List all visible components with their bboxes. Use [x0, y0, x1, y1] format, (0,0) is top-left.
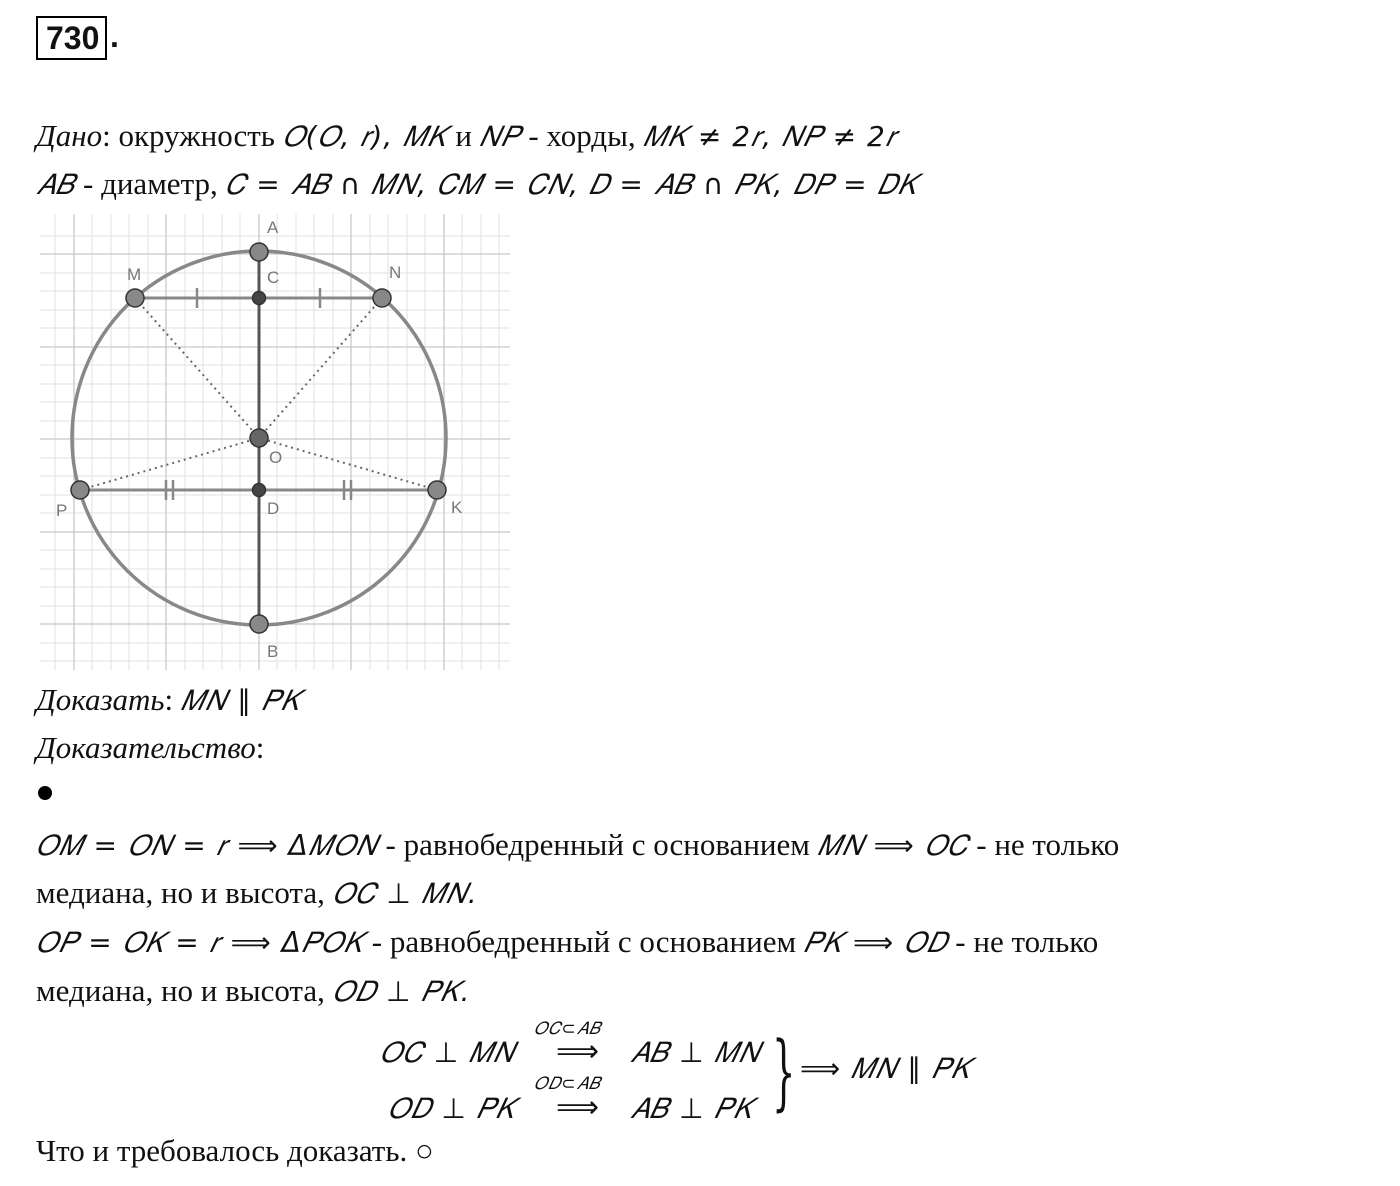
label-n: N [389, 263, 402, 282]
point-p [71, 481, 89, 499]
point-m [126, 289, 144, 307]
geometry-figure [40, 214, 512, 670]
point-k [428, 481, 446, 499]
p2-text-2: - не только [947, 924, 1099, 959]
p1-math-1: 𝑂𝑀 = 𝑂𝑁 = 𝑟 ⟹ Δ𝑀𝑂𝑁 [36, 829, 378, 862]
point-d [253, 484, 266, 497]
bullet-point [38, 786, 52, 800]
given-math-1: 𝑂(𝑂, 𝑟), 𝑀𝐾 [282, 120, 448, 153]
proof-label-line [36, 728, 264, 768]
proof-p1-line-1 [36, 825, 1119, 866]
system-row-1-right: 𝐴𝐵 ⊥ 𝑀𝑁 [630, 1036, 761, 1069]
conclusion: Что и требовалось доказать. ○ [36, 1133, 434, 1168]
label-p: P [56, 501, 68, 520]
p2-math-3: 𝑂𝐷 ⊥ 𝑃𝐾. [332, 975, 471, 1008]
given-line2-math-2: 𝐶 = 𝐴𝐵 ∩ 𝑀𝑁, 𝐶𝑀 = 𝐶𝑁, 𝐷 = 𝐴𝐵 ∩ 𝑃𝐾, 𝐷𝑃 = 𝐷𝐾 [225, 168, 918, 201]
p1-math-2: 𝑀𝑁 ⟹ 𝑂𝐶 [817, 829, 969, 862]
prove-line [36, 680, 301, 721]
proof-p2-line-1 [36, 922, 1098, 963]
system-row-2-condition: 𝑂𝐷⊂𝐴𝐵 [534, 1074, 602, 1094]
p2-text-1: - равнобедренный с основанием [364, 924, 804, 959]
point-c [253, 292, 266, 305]
p1-text-3: медиана, но и высота, [36, 875, 333, 910]
label-c: C [267, 268, 280, 287]
system-row-2-left: 𝑂𝐷 ⊥ 𝑃𝐾 [388, 1092, 516, 1125]
p1-text-1: - равнобедренный с основанием [377, 827, 818, 862]
system-row-1-condition: 𝑂𝐶⊂𝐴𝐵 [534, 1019, 602, 1039]
label-k: K [451, 498, 463, 517]
system-row-1-left: 𝑂𝐶 ⊥ 𝑀𝑁 [380, 1036, 516, 1069]
system-result: ⟹ 𝑀𝑁 ∥ 𝑃𝐾 [800, 1052, 972, 1085]
prove-math: 𝑀𝑁 ∥ 𝑃𝐾 [180, 684, 302, 717]
label-a: A [267, 218, 279, 237]
p2-math-1: 𝑂𝑃 = 𝑂𝐾 = 𝑟 ⟹ Δ𝑃𝑂𝐾 [36, 926, 365, 959]
point-a [250, 243, 268, 261]
given-math-3: 𝑀𝐾 ≠ 2𝑟, 𝑁𝑃 ≠ 2𝑟 [643, 120, 897, 153]
label-d: D [267, 499, 280, 518]
given-text-3: - хорды, [520, 118, 644, 153]
proof-label: Доказательство [36, 730, 256, 765]
p1-math-3: 𝑂𝐶 ⊥ 𝑀𝑁. [332, 877, 478, 910]
system-row-2-arrow: ⟹ [556, 1090, 600, 1125]
system-row-2-right: 𝐴𝐵 ⊥ 𝑃𝐾 [630, 1092, 754, 1125]
point-b [250, 615, 268, 633]
label-o: O [269, 448, 283, 467]
problem-number-dot: . [110, 18, 119, 54]
prove-colon: : [164, 682, 181, 717]
problem-number: 730 [36, 16, 107, 60]
system-brace: } [772, 1025, 796, 1120]
point-o [250, 429, 268, 447]
p2-text-3: медиана, но и высота, [36, 973, 333, 1008]
given-line-2 [36, 164, 918, 205]
given-text-1: : окружность [102, 118, 283, 153]
point-n [373, 289, 391, 307]
label-m: M [127, 265, 142, 284]
proof-p1-line-2 [36, 873, 478, 914]
given-math-2: 𝑁𝑃 [479, 120, 521, 153]
p2-math-2: 𝑃𝐾 ⟹ 𝑂𝐷 [803, 926, 948, 959]
proof-colon: : [255, 730, 265, 765]
given-text-2: и [447, 118, 480, 153]
prove-label: Доказать [36, 682, 165, 717]
given-line-1 [36, 116, 897, 157]
given-label: Дано [36, 118, 103, 153]
p1-text-2: - не только [968, 827, 1120, 862]
system-row-1-arrow: ⟹ [556, 1034, 600, 1069]
given-line2-math-1: 𝐴𝐵 [36, 168, 76, 201]
proof-p2-line-2 [36, 971, 470, 1012]
label-b: B [267, 642, 279, 661]
given-line2-text-1: - диаметр, [75, 166, 226, 201]
